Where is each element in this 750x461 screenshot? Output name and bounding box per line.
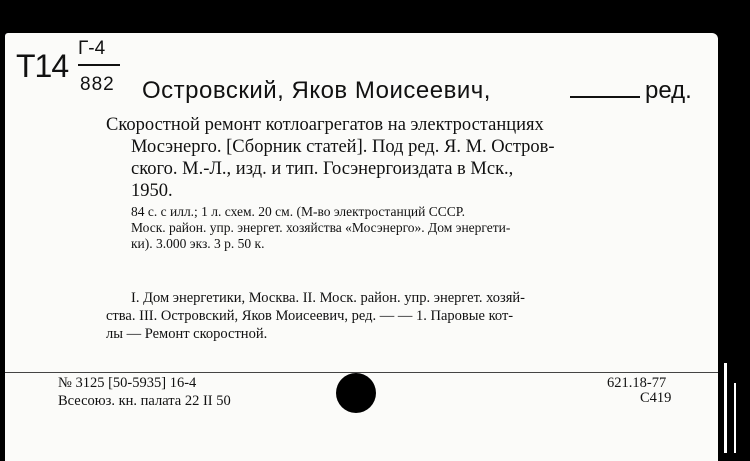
shelfmark-prefix: T14 <box>16 48 69 84</box>
author-dash <box>570 96 640 98</box>
udc-index: 621.18-77 <box>607 375 667 391</box>
author-heading: Островский, Яков Моисеевич, <box>142 77 491 104</box>
tracing-line: I. Дом энергетики, Москва. II. Моск. район. упр. энергет. хозяй- <box>131 290 526 306</box>
shelfmark-denominator: 882 <box>80 74 115 95</box>
collation-line: Моск. район. упр. энергет. хозяйства «Мосэнерго». Дом энергети- <box>131 220 511 235</box>
punch-hole <box>336 373 376 413</box>
author-role: ред. <box>645 77 692 104</box>
card-number: № 3125 [50-5935] 16-4 <box>58 375 197 391</box>
title-line: ского. М.-Л., изд. и тип. Госэнергоиздата в Мск., <box>131 159 514 179</box>
shelfmark-numerator: Г-4 <box>78 38 106 59</box>
collation-line: 84 с. с илл.; 1 л. схем. 20 см. (М-во электростанций СССР. <box>131 204 465 219</box>
title-line: Скоростной ремонт котлоагрегатов на электростанциях <box>106 115 544 135</box>
collation-line: ки). 3.000 экз. 3 р. 50 к. <box>131 236 265 251</box>
tracing-line: ства. III. Островский, Яков Моисеевич, ред. — — 1. Паровые кот- <box>106 308 514 324</box>
scan-border <box>718 33 750 461</box>
title-line: 1950. <box>131 181 173 201</box>
tracing-line: лы — Ремонт скоростной. <box>106 326 268 342</box>
cutter-number: С419 <box>640 390 672 406</box>
title-line: Мосэнерго. [Сборник статей]. Под ред. Я. М. Остров- <box>131 137 555 157</box>
book-chamber-date: Всесоюз. кн. палата 22 II 50 <box>58 393 231 409</box>
shelfmark-divider <box>78 64 120 66</box>
